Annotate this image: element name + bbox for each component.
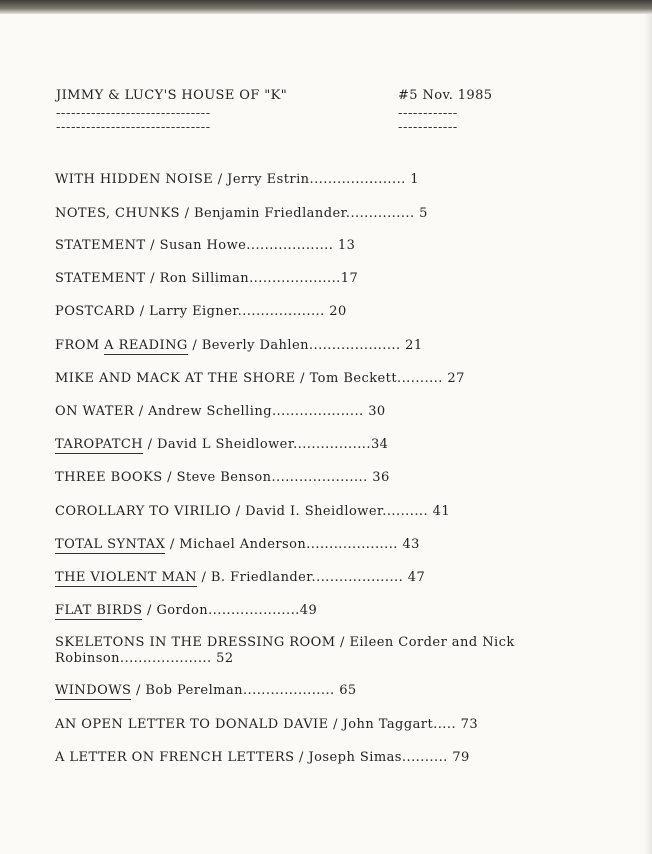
title-rule-1: ------------------------------- — [56, 106, 211, 121]
page-shadow — [644, 14, 652, 854]
toc-entry: FROM A READING / Beverly Dahlen.................... 21 — [55, 338, 423, 353]
toc-entry: FLAT BIRDS / Gordon....................49 — [55, 603, 318, 618]
issue-date: #5 Nov. 1985 — [398, 88, 493, 103]
page-top-edge — [0, 0, 652, 14]
toc-entry: STATEMENT / Ron Silliman....................17 — [55, 271, 359, 286]
toc-entry: TOTAL SYNTAX / Michael Anderson.................... 43 — [55, 537, 420, 552]
toc-entry: POSTCARD / Larry Eigner................... 20 — [55, 304, 347, 319]
toc-entry: THREE BOOKS / Steve Benson..................... 36 — [55, 470, 390, 485]
toc-entry: A LETTER ON FRENCH LETTERS / Joseph Simas.......... 79 — [55, 750, 470, 765]
toc-entry: MIKE AND MACK AT THE SHORE / Tom Beckett.......... 27 — [55, 371, 465, 386]
title-rule-2: ------------------------------- — [56, 120, 211, 135]
toc-entry: ON WATER / Andrew Schelling.................... 30 — [55, 404, 386, 419]
journal-title: JIMMY & LUCY'S HOUSE OF "K" — [56, 88, 288, 103]
toc-entry: WINDOWS / Bob Perelman.................... 65 — [55, 683, 357, 698]
toc-entry: THE VIOLENT MAN / B. Friedlander.................... 47 — [55, 570, 426, 585]
toc-entry: NOTES, CHUNKS / Benjamin Friedlander............... 5 — [55, 206, 428, 221]
toc-entry: WITH HIDDEN NOISE / Jerry Estrin..................... 1 — [55, 172, 420, 187]
issue-rule-1: ------------ — [398, 106, 458, 121]
toc-entry: TAROPATCH / David L Sheidlower.................34 — [55, 437, 389, 452]
issue-rule-2: ------------ — [398, 120, 458, 135]
toc-entry: SKELETONS IN THE DRESSING ROOM / Eileen Corder and Nick Robinson.................... 52 — [55, 635, 515, 666]
toc-entry: COROLLARY TO VIRILIO / David I. Sheidlower.......... 41 — [55, 504, 451, 519]
toc-entry: STATEMENT / Susan Howe................... 13 — [55, 238, 356, 253]
toc-entry: AN OPEN LETTER TO DONALD DAVIE / John Taggart..... 73 — [55, 717, 479, 732]
